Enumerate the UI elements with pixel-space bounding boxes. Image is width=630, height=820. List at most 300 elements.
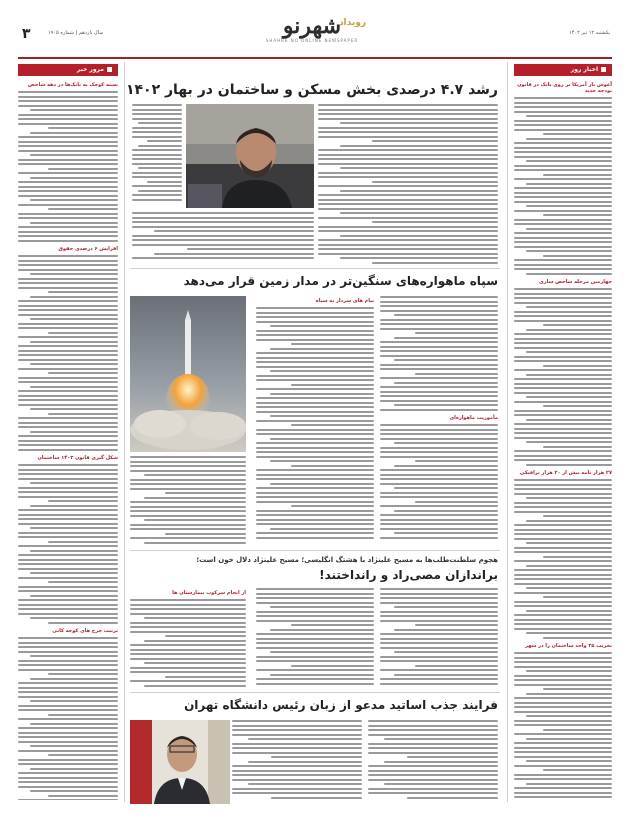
text-line: [130, 658, 246, 660]
section-divider: [130, 692, 500, 693]
text-line: [270, 606, 374, 608]
text-line: [18, 491, 118, 493]
text-line: [514, 297, 612, 299]
text-line: [368, 770, 498, 772]
text-line: [291, 384, 374, 386]
text-line: [514, 623, 612, 625]
story2-photo: [130, 296, 246, 452]
text-line: [18, 395, 118, 397]
text-line: [318, 239, 498, 241]
text-line: [18, 763, 118, 765]
text-line: [147, 181, 182, 183]
text-line: [514, 488, 612, 490]
text-line: [291, 343, 374, 345]
text-line: [187, 248, 314, 250]
text-line: [514, 666, 612, 668]
text-line: [526, 587, 612, 589]
text-line: [514, 97, 612, 99]
text-line: [514, 423, 612, 425]
story2-col1: [380, 296, 498, 546]
text-line: [18, 559, 118, 561]
sidebar-left-item2-title: ترتیب چرخ های کوچه کانی: [52, 628, 118, 634]
text-line: [526, 351, 612, 353]
text-line: [372, 262, 498, 264]
sidebar-left-item2-body: [18, 637, 118, 800]
sidebar-right-item1-title: آغوش باز آمریکا بر روی بانک در قانون بودجه جدید: [517, 82, 612, 94]
text-line: [18, 651, 118, 653]
text-line: [380, 678, 498, 680]
text-line: [18, 305, 118, 307]
text-line: [130, 524, 246, 526]
text-line: [130, 465, 246, 467]
text-line: [130, 631, 246, 633]
text-line: [415, 501, 498, 503]
text-line: [18, 786, 118, 788]
text-line: [30, 341, 118, 343]
text-line: [514, 751, 612, 753]
text-line: [543, 133, 612, 135]
text-line: [514, 697, 612, 699]
text-line: [256, 330, 374, 332]
text-line: [514, 601, 612, 603]
text-line: [18, 204, 118, 206]
text-line: [380, 523, 498, 525]
text-line: [48, 754, 118, 756]
text-line: [256, 519, 374, 521]
text-line: [526, 306, 612, 308]
text-line: [514, 192, 612, 194]
text-line: [340, 167, 498, 169]
text-line: [256, 397, 374, 399]
text-line: [394, 532, 498, 534]
text-line: [144, 685, 246, 687]
text-line: [380, 305, 498, 307]
text-line: [514, 747, 612, 749]
issue-line: سال یازدهم | شماره ۱۹۰۵: [48, 30, 104, 36]
text-line: [256, 593, 374, 595]
text-line: [380, 341, 498, 343]
text-line: [256, 669, 374, 671]
text-line: [18, 282, 118, 284]
text-line: [514, 547, 612, 549]
text-line: [30, 678, 118, 680]
page-number: ۳: [22, 26, 31, 42]
text-line: [132, 176, 182, 178]
text-line: [380, 615, 498, 617]
text-line: [232, 752, 362, 754]
text-line: [543, 365, 612, 367]
text-line: [514, 506, 612, 508]
story1-headline: رشد ۴.۷ درصدی بخش مسکن و ساختمان در بهار ۱۴۰۲: [125, 82, 498, 98]
text-line: [130, 528, 246, 530]
text-line: [526, 760, 612, 762]
text-line: [48, 413, 118, 415]
text-line: [256, 456, 374, 458]
text-line: [394, 442, 498, 444]
text-line: [18, 444, 118, 446]
text-line: [18, 709, 118, 711]
text-line: [18, 300, 118, 302]
text-line: [514, 151, 612, 153]
newspaper-logo: [252, 14, 372, 52]
text-line: [368, 725, 498, 727]
text-line: [18, 741, 118, 743]
text-line: [514, 511, 612, 513]
text-line: [130, 456, 246, 458]
text-line: [514, 774, 612, 776]
sidebar-right-item2-title: چهارمین مرحله شاخص سازی: [539, 279, 612, 285]
text-line: [130, 537, 246, 539]
text-line: [18, 608, 118, 610]
text-line: [18, 359, 118, 361]
text-line: [514, 706, 612, 708]
text-line: [132, 185, 182, 187]
text-line: [154, 253, 314, 255]
text-line: [340, 257, 498, 259]
text-line: [18, 159, 118, 161]
text-line: [18, 759, 118, 761]
text-line: [514, 733, 612, 735]
text-line: [130, 479, 246, 481]
text-line: [270, 438, 374, 440]
text-line: [256, 602, 374, 604]
text-line: [232, 725, 362, 727]
text-line: [514, 288, 612, 290]
text-line: [130, 622, 246, 624]
text-line: [18, 496, 118, 498]
section-divider: [130, 550, 500, 551]
text-line: [18, 705, 118, 707]
text-line: [18, 260, 118, 262]
text-line: [256, 451, 374, 453]
text-line: [380, 400, 498, 402]
text-line: [514, 661, 612, 663]
text-line: [256, 433, 374, 435]
text-line: [380, 368, 498, 370]
sidebar-right-item3-title: ۲۷ هزار نامه بیش از ۲۰ هزار ترافیکی: [519, 470, 612, 476]
text-line: [256, 334, 374, 336]
text-line: [514, 679, 612, 681]
text-line: [132, 172, 182, 174]
text-line: [18, 163, 118, 165]
text-line: [18, 172, 118, 174]
text-line: [368, 729, 498, 731]
column-divider: [507, 62, 508, 802]
text-line: [18, 586, 118, 588]
text-line: [30, 505, 118, 507]
text-line: [514, 614, 612, 616]
text-line: [526, 693, 612, 695]
text-line: [132, 104, 182, 106]
text-line: [30, 482, 118, 484]
text-line: [514, 529, 612, 531]
text-line: [256, 633, 374, 635]
sidebar-left-item1-body: [18, 91, 118, 244]
text-line: [514, 169, 612, 171]
text-line: [394, 510, 498, 512]
text-line: [318, 248, 498, 250]
text-line: [514, 459, 612, 461]
text-line: [384, 761, 498, 763]
text-line: [543, 405, 612, 407]
text-line: [256, 357, 374, 359]
text-line: [18, 777, 118, 779]
text-line: [318, 113, 498, 115]
text-line: [132, 217, 314, 219]
text-line: [514, 106, 612, 108]
text-line: [380, 683, 498, 685]
sidebar-left-item4-title: افزایش ۶ درصدی حقوق: [58, 246, 118, 252]
text-line: [380, 323, 498, 325]
text-line: [30, 386, 118, 388]
text-line: [514, 392, 612, 394]
text-line: [256, 510, 374, 512]
text-line: [526, 610, 612, 612]
text-line: [318, 158, 498, 160]
text-line: [256, 442, 374, 444]
text-line: [30, 745, 118, 747]
sidebar-left-item4-body: [18, 255, 118, 453]
text-line: [256, 642, 374, 644]
text-line: [368, 765, 498, 767]
text-line: [132, 194, 182, 196]
text-line: [526, 160, 612, 162]
text-line: [256, 660, 374, 662]
text-line: [256, 656, 374, 658]
text-line: [291, 465, 374, 467]
text-line: [526, 396, 612, 398]
text-line: [514, 342, 612, 344]
text-line: [256, 474, 374, 476]
text-line: [394, 465, 498, 467]
text-line: [543, 174, 612, 176]
text-line: [18, 278, 118, 280]
text-line: [514, 592, 612, 594]
text-line: [18, 417, 118, 419]
text-line: [30, 527, 118, 529]
text-line: [18, 123, 118, 125]
text-line: [256, 379, 374, 381]
text-line: [380, 537, 498, 539]
text-line: [340, 122, 498, 124]
text-line: [526, 738, 612, 740]
text-line: [18, 145, 118, 147]
text-line: [18, 150, 118, 152]
text-line: [18, 426, 118, 428]
logo-sub: رویداد: [338, 18, 366, 28]
text-line: [18, 105, 118, 107]
text-line: [526, 497, 612, 499]
text-line: [30, 790, 118, 792]
text-line: [394, 487, 498, 489]
text-line: [132, 158, 182, 160]
text-line: [130, 501, 246, 503]
text-line: [130, 644, 246, 646]
text-line: [132, 136, 182, 138]
text-line: [318, 217, 498, 219]
text-line: [30, 222, 118, 224]
text-line: [18, 354, 118, 356]
text-line: [256, 429, 374, 431]
text-line: [380, 469, 498, 471]
text-line: [256, 514, 374, 516]
text-line: [514, 102, 612, 104]
text-line: [132, 163, 182, 165]
text-line: [130, 510, 246, 512]
text-line: [30, 655, 118, 657]
text-line: [18, 350, 118, 352]
text-line: [318, 127, 498, 129]
text-line: [18, 642, 118, 644]
text-line: [514, 120, 612, 122]
text-line: [318, 131, 498, 133]
text-line: [380, 346, 498, 348]
text-line: [256, 478, 374, 480]
text-line: [18, 141, 118, 143]
text-line: [256, 406, 374, 408]
text-line: [318, 118, 498, 120]
text-line: [270, 348, 374, 350]
text-line: [30, 318, 118, 320]
text-line: [380, 438, 498, 440]
text-line: [18, 646, 118, 648]
text-line: [514, 268, 612, 270]
text-line: [18, 195, 118, 197]
text-line: [394, 651, 498, 653]
sidebar-left-header: مرور خبر: [18, 64, 118, 76]
text-line: [543, 596, 612, 598]
text-line: [18, 687, 118, 689]
text-line: [130, 671, 246, 673]
text-line: [256, 339, 374, 341]
text-line: [543, 688, 612, 690]
text-line: [380, 492, 498, 494]
text-line: [18, 435, 118, 437]
text-line: [138, 190, 182, 192]
text-line: [18, 664, 118, 666]
text-line: [514, 569, 612, 571]
text-line: [18, 96, 118, 98]
text-line: [514, 702, 612, 704]
text-line: [368, 743, 498, 745]
text-line: [18, 545, 118, 547]
text-line: [394, 629, 498, 631]
newspaper-header: [0, 0, 630, 58]
text-line: [318, 104, 498, 106]
text-line: [514, 675, 612, 677]
text-line: [256, 366, 374, 368]
text-line: [271, 797, 362, 799]
text-line: [340, 145, 498, 147]
text-line: [380, 350, 498, 352]
text-line: [368, 720, 498, 722]
text-line: [543, 515, 612, 517]
text-line: [132, 131, 182, 133]
story2-subhead-2: مأموریت ماهواره‌ای: [449, 415, 498, 421]
text-line: [270, 483, 374, 485]
text-line: [514, 360, 612, 362]
text-line: [256, 501, 374, 503]
text-line: [368, 779, 498, 781]
text-line: [18, 696, 118, 698]
sidebar-right-item3-body: [514, 479, 612, 641]
text-line: [30, 109, 118, 111]
sidebar-right-item4-body: [514, 652, 612, 800]
text-line: [514, 333, 612, 335]
text-line: [18, 478, 118, 480]
text-line: [138, 122, 182, 124]
sidebar-left-item3-body: [18, 464, 118, 626]
text-line: [18, 604, 118, 606]
text-line: [165, 635, 246, 637]
text-line: [18, 314, 118, 316]
text-line: [384, 783, 498, 785]
text-line: [18, 309, 118, 311]
text-line: [18, 190, 118, 192]
text-line: [514, 356, 612, 358]
text-line: [18, 514, 118, 516]
text-line: [543, 255, 612, 257]
text-line: [18, 440, 118, 442]
text-line: [340, 212, 498, 214]
text-line: [18, 509, 118, 511]
text-line: [318, 244, 498, 246]
text-line: [514, 792, 612, 794]
text-line: [144, 497, 246, 499]
text-line: [380, 424, 498, 426]
text-line: [30, 296, 118, 298]
text-line: [514, 201, 612, 203]
text-line: [514, 347, 612, 349]
text-line: [18, 518, 118, 520]
text-line: [256, 447, 374, 449]
text-line: [394, 382, 498, 384]
text-line: [514, 578, 612, 580]
text-line: [340, 190, 498, 192]
text-line: [514, 742, 612, 744]
text-line: [372, 140, 498, 142]
text-line: [18, 781, 118, 783]
text-line: [384, 738, 498, 740]
text-line: [256, 402, 374, 404]
text-line: [394, 674, 498, 676]
text-line: [18, 727, 118, 729]
text-line: [368, 788, 498, 790]
text-line: [514, 129, 612, 131]
text-line: [144, 542, 246, 544]
text-line: [407, 797, 498, 799]
text-line: [526, 520, 612, 522]
text-line: [380, 483, 498, 485]
text-line: [165, 676, 246, 678]
text-line: [232, 743, 362, 745]
text-line: [232, 734, 362, 736]
text-line: [514, 210, 612, 212]
text-line: [514, 259, 612, 261]
text-line: [132, 199, 182, 201]
text-line: [270, 325, 374, 327]
text-line: [380, 328, 498, 330]
text-line: [514, 223, 612, 225]
text-line: [130, 515, 246, 517]
text-line: [514, 124, 612, 126]
text-line: [18, 449, 118, 451]
text-line: [514, 778, 612, 780]
story1-photo: [186, 104, 314, 208]
text-line: [543, 769, 612, 771]
text-line: [380, 505, 498, 507]
story4-photo: [130, 720, 230, 804]
